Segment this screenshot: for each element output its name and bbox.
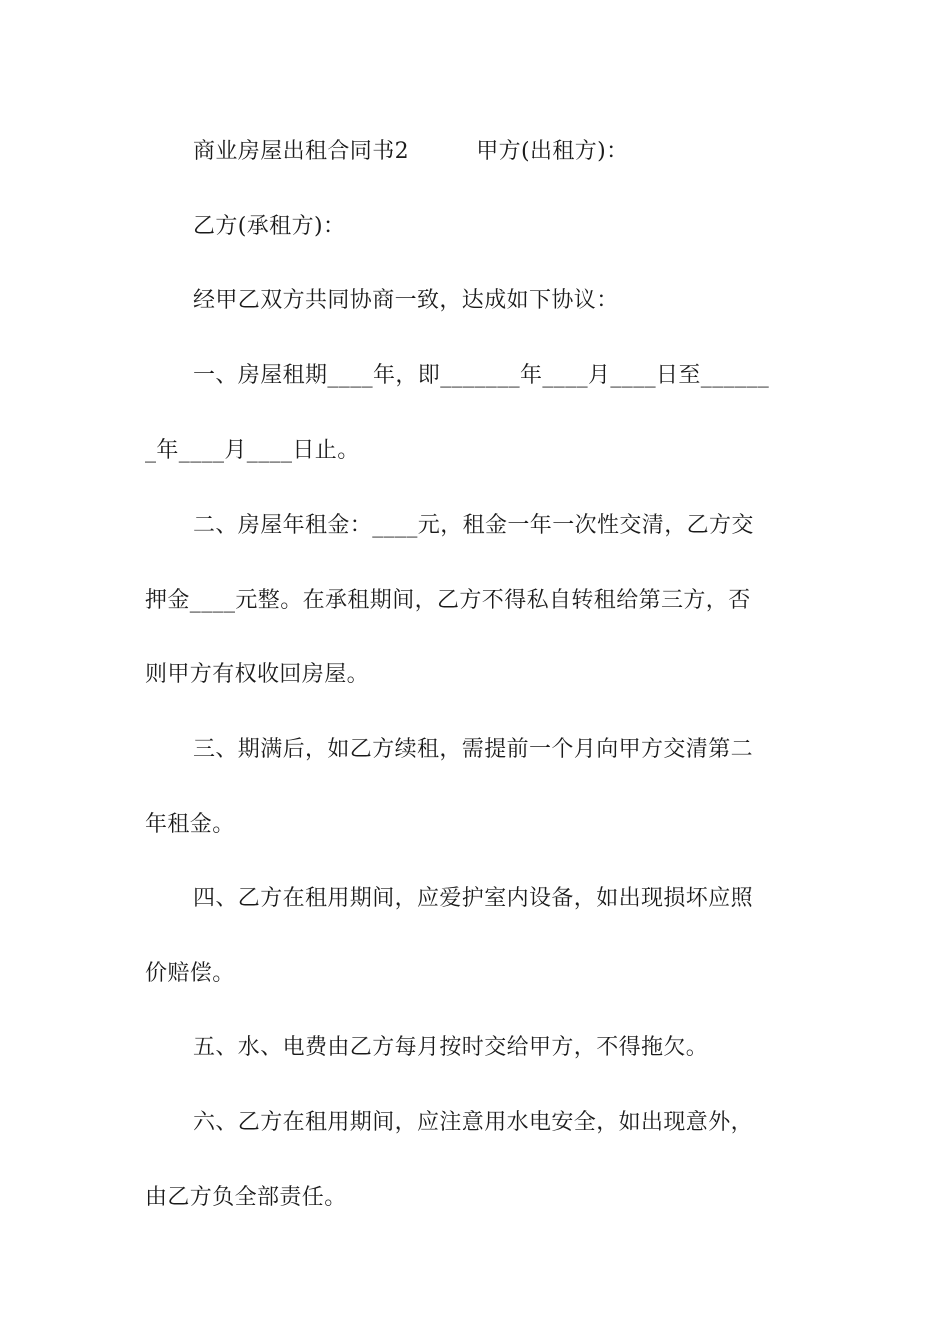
title-and-party-a-line: 商业房屋出租合同书2 甲方(出租方)： xyxy=(193,139,629,164)
party-b-line: 乙方(承租方)： xyxy=(193,214,346,239)
clause-1-line-2: _年____月____日止。 xyxy=(145,438,360,463)
clause-6-line-1: 六、乙方在租用期间，应注意用水电安全，如出现意外， xyxy=(193,1110,754,1135)
clause-2-line-3: 则甲方有权收回房屋。 xyxy=(145,662,370,687)
agreement-intro-line: 经甲乙双方共同协商一致，达成如下协议： xyxy=(193,288,619,313)
clause-2-line-2: 押金____元整。在承租期间，乙方不得私自转租给第三方，否 xyxy=(145,588,751,613)
clause-6-line-2: 由乙方负全部责任。 xyxy=(145,1185,347,1210)
clause-4-line-1: 四、乙方在租用期间，应爱护室内设备，如出现损坏应照 xyxy=(193,886,754,911)
clause-4-line-2: 价赔偿。 xyxy=(145,961,235,986)
clause-1-line-1: 一、房屋租期____年，即_______年____月____日至______ xyxy=(193,363,770,388)
clause-5-line: 五、水、电费由乙方每月按时交给甲方，不得拖欠。 xyxy=(193,1035,709,1060)
clause-2-line-1: 二、房屋年租金：____元，租金一年一次性交清，乙方交 xyxy=(193,513,754,538)
clause-3-line-1: 三、期满后，如乙方续租，需提前一个月向甲方交清第二 xyxy=(193,737,754,762)
clause-3-line-2: 年租金。 xyxy=(145,812,235,837)
